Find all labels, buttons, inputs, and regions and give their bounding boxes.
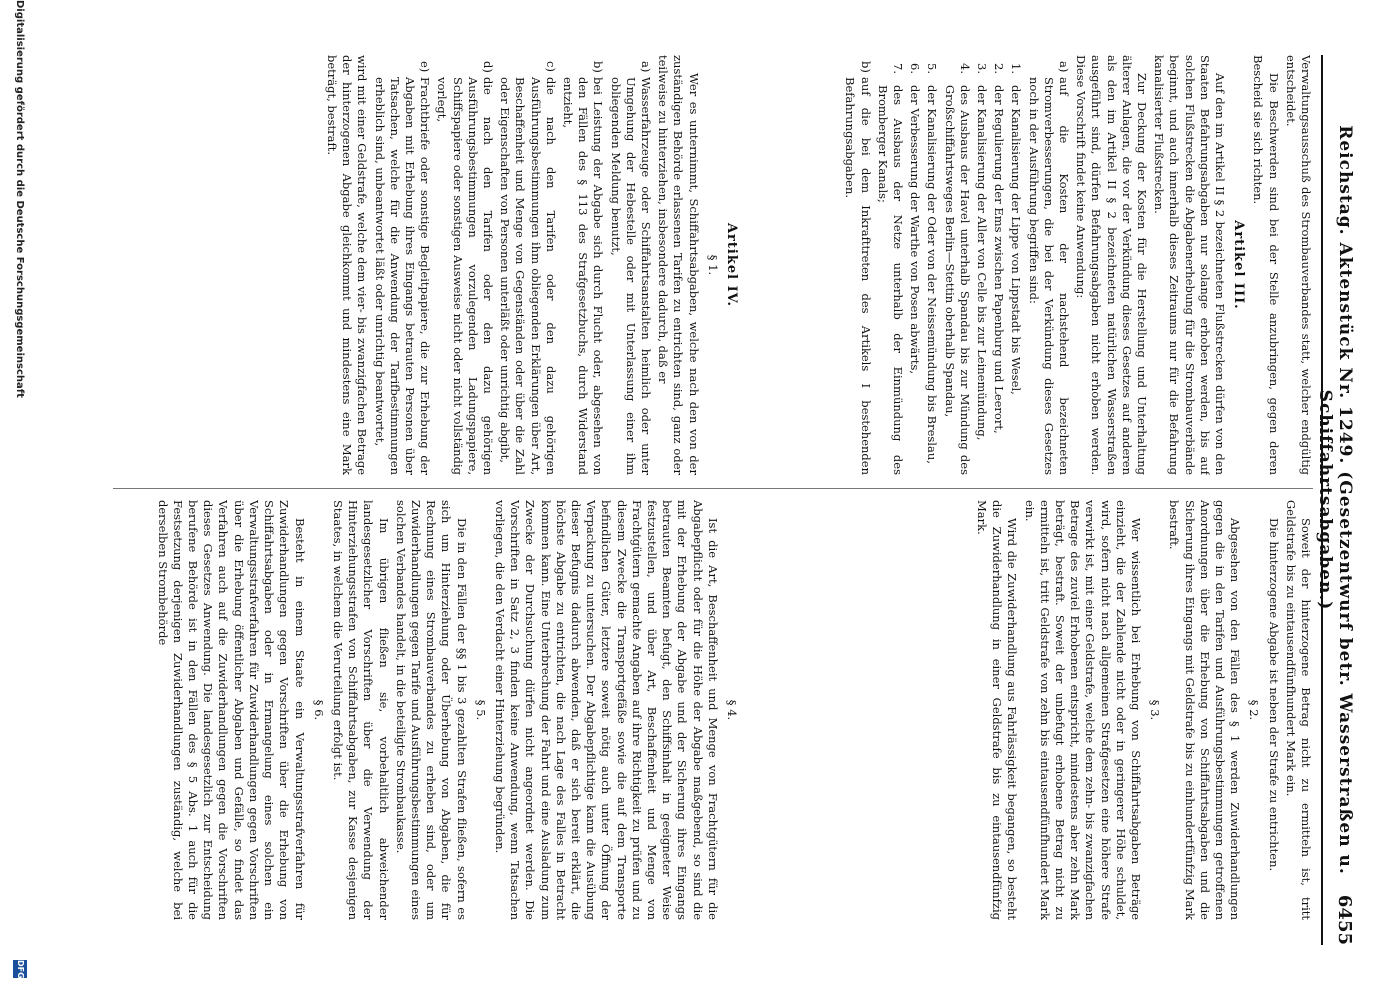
section-heading: § 5. [473,699,488,721]
list-item: b) bei Leistung der Abgabe sich durch Flucht oder, abgesehen von den Fällen des § 113 des Strafgesetzbuchs, durch Widerstand entzieht, [560,61,606,475]
left-column-upper [753,55,1313,475]
digitization-credit: Digitalisierung gefördert durch die Deutsche Forschungsgemeinschaft [14,0,25,398]
paragraph: Die in den Fällen der §§ 1 bis 3 gezahlten Strafen fließen, sofern es sich um Hinterziehung oder Überhebung von Abgaben, die für Rechnung eines Strombauverbandes zu erheben sind, oder um Zuwiderhandlungen gegen Tarife und Ausführungsbestimmungen eines solchen Verbandes handelt, in die beteiligte Strombaukasse. [393,500,469,920]
list-item: 5. der Kanalisierung der Oder von der Neissemündung bis Breslau, [925,63,940,464]
paragraph: Zur Deckung der Kosten für die Herstellung und Unterhaltung älterer Anlagen, die vor der Verkündung dieses Gesetzes auf anderen als den im Artikel II § 2 bezeichneten natürlichen Wasserstraßen ausgeführt sind, dürfen Befahrungsabgaben nicht erhoben werden. Diese Vorschrift findet keine Anwendung: [1074,55,1149,475]
list-item: b) auf die bei dem Inkrafttreten des Artikels I bestehenden Befahrungsabgaben. [843,61,873,475]
dfg-logo: DFG [13,960,27,978]
section-heading: § 6. [311,699,326,721]
list-item: d) die nach den Tarifen oder den dazu gehörigen Ausführungsbestimmungen vorzulegenden Ladungspapiere, Schiffspapiere oder sonstigen Ausweise nicht oder nicht vollständig vorlegt, [435,61,495,475]
paragraph: Soweit der hinterzogene Betrag nicht zu ermitteln ist, tritt Geldstrafe bis zu eintausendfünfhundert Mark ein. [1283,500,1313,920]
list-item: 1. der Kanalisierung der Lippe von Lippstadt bis Wesel, [1009,63,1024,395]
paragraph: Wird die Zuwiderhandlung aus Fahrlässigkeit begangen, so besteht die Zuwiderhandlung in einer Geldstrafe bis zu eintausendfünfzig Mark. [974,500,1020,920]
paragraph: Wer wissentlich bei Erhebung von Schiffahrtsabgaben Beträge einzieht, die der Zahlende nicht oder in geringerer Höhe schuldet, wird, sofern nicht nach allgemeinen Strafgesetzen eine höhere Strafe verwirkt ist, mit einer Geldstrafe, welche dem zehn- bis zwanzigfachen Betrage des zuviel Erhobenen entspricht, mindestens aber zehn Mark beträgt, bestraft. Soweit der unbefugt erhobene Betrag nicht zu ermitteln ist, tritt Geldstrafe von zehn bis eintausendfünfhundert Mark ein. [1022,500,1143,920]
list-item: 3. der Kanalisierung der Aller von Celle bis zur Leinemündung, [974,63,989,441]
article-heading: Artikel III. [1231,220,1247,310]
paragraph: Besteht in einem Staate ein Verwaltungsstrafverfahren für Zuwiderhandlungen gegen Vorschriften über die Erhebung von Schiffahrtsabgaben oder in Ermangelung eines solchen ein Verwaltungsstrafverfahren für Zuwiderhandlungen gegen Vorschriften über die Erhebung öffentlicher Abgaben und Gefälle, so findet das Verfahren auch auf die Zuwiderhandlungen gegen die Vorschriften dieses Gesetzes Anwendung. Die landesgesetzlich zur Entscheidung berufene Behörde ist in den Fällen des § 5 Abs. 1 auch für die Festsetzung derjenigen Zuwiderhandlungen zuständig, welche bei derselben Strombehörde [155,500,307,920]
list-item: 7. des Ausbaus der Netze unterhalb der Einmündung des Bromberger Kanals; [875,63,905,475]
list-item: 6. der Verbesserung der Warthe von Posen abwärts, [908,63,923,374]
section-heading: § 2. [1247,699,1262,721]
section-heading: § 4. [725,699,739,721]
paragraph: Verwaltungsausschuß des Strombauverbandes statt, welcher endgültig entscheidet. [1283,55,1313,475]
paragraph: Abgesehen von den Fällen des § 1 werden Zuwiderhandlungen gegen die in den Tarifen und Ausführungsbestimmungen getroffenen Anordnungen über die Erhebung von Schiffahrtsabgaben und die Sicherung ihres Eingangs mit Geldstrafe bis zu einhundertfünfzig Mark bestraft. [1167,500,1243,920]
paragraph: Im übrigen fließen sie, vorbehaltlich abweichender landesgesetzlicher Vorschriften über die Verwendung der Hinterziehungsstrafen von Schiffahrtsabgaben, zur Kasse desjenigen Staates, in welchem die Verurteilung erfolgt ist. [330,500,391,920]
paragraph: Wer es unternimmt, Schiffahrtsabgaben, welche nach den von der zuständigen Behörde erlassenen Tarifen zu entrichten sind, ganz oder teilweise zu hinterziehen, insbesondere dadurch, daß er [656,55,701,475]
page-title: Reichstag. Aktenstück Nr. 1249. (Gesetzentwurf betr. Wasserstraßen u. Schiffahrtsabgaben.) [1315,125,1355,875]
right-column-upper [753,500,1313,920]
paragraph: Auf den im Artikel II § 2 bezeichneten Flußstrecken dürfen von den Staaten Befahrungsabgaben nur solange erhoben werden, bis auf solchen Flußstrecken die Abgabenerhebung für die Strombauverbände beginnt, und auch innerhalb dieses Zeitraums nur für die Befahrung kanalisierter Flußstrecken. [1152,55,1227,475]
list-item: 4. des Ausbaus der Havel unterhalb Spandau bis zur Mündung des Großschiffahrtsweges Berlin—Stettin oberhalb Spandau, [942,63,972,475]
left-column-lower [143,55,743,475]
list-item: 2. der Regulierung der Ems zwischen Papenburg und Leerort, [992,63,1007,434]
paragraph: Die hinterzogene Abgabe ist neben der Strafe zu entrichten. [1266,518,1281,872]
list-item: a) Wasserfahrzeuge oder Schiffahrtsanstalten heimlich oder unter Umgehung der Hebestelle oder mit Unterlassung einer ihm obliegenden Meldung benutzt, [608,61,653,475]
section-heading: § 3. [1148,699,1163,721]
page-footer [7,0,27,980]
paragraph: Ist die Art, Beschaffenheit und Menge von Frachtgütern für die Abgabepflicht oder für die Höhe der Abgabe maßgebend, so sind die mit der Erhebung der Abgabe und der Sicherung ihres Eingangs betrauten Beamten befugt, den Schiffsinhalt in geeigneter Weise festzustellen, und über Art, Beschaffenheit und Menge von Frachtgütern gemachte Angaben auf ihre Richtigkeit zu prüfen und zu diesem Zwecke die Transportgefäße sowie die auf dem Transporte befindlichen Güter, letztere soweit nötig auch unter Öffnung der Verpackung zu untersuchen. Der Abgabepflichtige kann die Ausübung dieser Befugnis dadurch abwenden, daß er sich bereit erklärt, die höchste Abgabe zu entrichten, die nach Lage des Falles in Betracht kommen kann. Eine Unterbrechung der Fahrt und eine Ausladung zum Zwecke der Durchsuchung dürfen nicht angeordnet werden. Die Vorschriften in Satz 2, 3 finden keine Anwendung, wenn Tatsachen vorliegen, die den Verdacht einer Hinterziehung begründen. [492,500,720,920]
list-item: e) Frachtbriefe oder sonstige Begleitpapiere, die zur Erhebung der Abgaben mit Erhebung ihres Eingangs betrauten Personen über Tatsachen, welche für die Anwendung der Tarifbestimmungen erheblich sind, unbeantwortet läßt oder unrichtig beantwortet, [372,61,433,475]
page-header [1315,55,1359,945]
paragraph: wird mit einer Geldstrafe, welche dem vier- bis zwanzigfachen Betrage der hinterzogenen Abgabe gleichkommt und mindestens eine Mark beträgt, bestraft. [324,55,370,475]
right-column-lower [143,500,743,920]
list-item: c) die nach den Tarifen oder den dazu gehörigen Ausführungsbestimmungen ihm obliegenden Erklärungen über Art, Beschaffenheit und Menge von Gegenständen oder über die Zahl oder Eigenschaften von Personen unterläßt oder unrichtig abgibt, [498,61,558,475]
section-heading: § 1. [705,254,720,276]
paragraph: Die Beschwerden sind bei der Stelle anzubringen, gegen deren Bescheid sie sich richten. [1251,55,1281,475]
list-item: a) auf die Kosten der nachstehend bezeichneten Stromverbesserungen, die bei der Verkündung dieses Gesetzes noch in der Ausführung begriffen sind: [1026,61,1071,475]
page-number: 6455 [1334,894,1355,945]
column-divider [113,488,1313,489]
article-heading: Artikel IV. [724,222,739,308]
